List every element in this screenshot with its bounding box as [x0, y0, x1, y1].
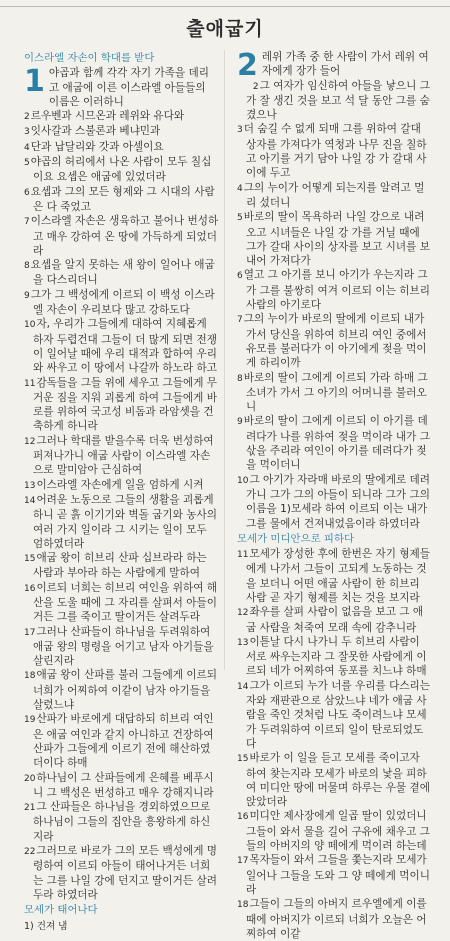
verse — [24, 155, 219, 185]
verse-number: 21 — [24, 803, 36, 814]
verse — [237, 751, 432, 809]
verse-text: 목자들이 와서 그들을 쫓는지라 모세가 일어나 그들을 도와 그 양 떼에게 먹이니라 — [246, 854, 430, 896]
verse-number: 4 — [24, 142, 30, 153]
verse — [24, 551, 219, 581]
verse-text: 그의 누이가 바로의 딸에게 이르되 내가 가서 당신을 위하여 히브리 여인 중에서 유모를 불러다가 이 아기에게 젖을 먹이게 하리이까 — [243, 313, 427, 370]
verse-number: 12 — [237, 608, 249, 619]
left-verses — [24, 66, 219, 902]
verse — [237, 547, 432, 605]
verse — [24, 214, 219, 258]
verse-number: 22 — [24, 847, 36, 858]
verse — [24, 124, 219, 139]
verse — [237, 679, 432, 751]
verse-number: 4 — [237, 183, 243, 194]
verse-number: 13 — [237, 637, 249, 648]
verse-number: 9 — [24, 290, 30, 301]
verse-number: 11 — [24, 378, 36, 389]
verse-text: 요셉과 그의 모든 형제와 그 시대의 사람은 다 죽었고 — [30, 185, 215, 213]
verse-text: 바로의 딸이 그에게 이르되 이 아기를 데려다가 나를 위하여 젖을 먹이라 내가 그 삯을 주리라 여인이 아기를 데려다가 젖을 먹이더니 — [243, 415, 430, 472]
verse-text: 바로의 딸이 목욕하러 나일 강으로 내려오고 시녀들은 나일 강 가를 거닐 때에 그가 갈대 사이의 상자를 보고 시녀를 보내어 가져다가 — [243, 211, 430, 268]
verse-number: 2 — [24, 112, 30, 123]
verse-text: 야곱과 함께 각각 자기 가족을 데리고 애굽에 이른 이스라엘 아들들의 이름은 이러하니 — [48, 67, 209, 108]
verse — [237, 473, 432, 531]
verse-text: 감독들을 그들 위에 세우고 그들에게 무거운 짐을 지워 괴롭게 하여 그들에게 바로를 위하여 국고성 비돔과 라암셋을 건축하게 하니라 — [33, 376, 218, 433]
verse-number: 6 — [237, 271, 243, 282]
verse — [24, 493, 219, 551]
verse — [24, 109, 219, 124]
verse-text: 이스라엘 자손은 생육하고 불어나 번성하고 매우 강하여 온 땅에 가득하게 되었더라 — [30, 215, 219, 257]
section-heading-1: 이스라엘 자손이 학대를 받다 — [24, 52, 155, 64]
verse — [24, 581, 219, 625]
verse-number: 18 — [237, 900, 249, 911]
verse-number: 10 — [237, 475, 249, 486]
right-verses-2 — [237, 547, 432, 941]
verse — [237, 181, 432, 211]
verse — [24, 844, 219, 902]
section-heading-3: 모세가 미디안으로 피하다 — [237, 532, 355, 545]
verse — [24, 478, 219, 493]
verse-number: 7 — [24, 217, 30, 228]
chapter-number: 1 — [24, 64, 45, 100]
section-heading-2: 모세가 태어나다 — [24, 904, 98, 917]
left-column — [24, 50, 219, 934]
verse — [237, 122, 432, 180]
verse-number: 20 — [24, 773, 36, 784]
verse-number: 5 — [24, 158, 30, 169]
verse-number: 10 — [24, 320, 36, 331]
verse-text: 그들이 그들의 아버지 르우엘에게 이를 때에 아버지가 이르되 너희가 오늘은 어찌하여 이같 — [246, 898, 427, 940]
verse — [24, 66, 219, 109]
verse-number: 19 — [24, 715, 36, 726]
footnote: 1) 건져 냄 — [24, 920, 68, 932]
verse — [24, 140, 219, 155]
verse-number: 14 — [24, 495, 36, 506]
verse-text: 단과 납달리와 갓과 아셀이요 — [30, 140, 164, 153]
page-title: 출애굽기 — [186, 18, 264, 40]
verse-text: 산파가 바로에게 대답하되 히브리 여인은 애굽 여인과 같지 아니하고 건장하여 산파가 그들에게 이르기 전에 해산하였더이다 하매 — [33, 713, 214, 770]
verse — [237, 312, 432, 370]
column-divider — [224, 50, 225, 670]
verse-text: 그러나 학대를 받을수록 더욱 번성하여 퍼져나가니 애굽 사람이 이스라엘 자손으로 말미암아 근심하여 — [33, 434, 214, 477]
verse-text: 그 아기가 자라매 바로의 딸에게로 데려가니 그가 그의 아들이 되니라 그가 그의 이름을 1)모세라 하여 이르되 이는 내가 그를 물에서 건져내었음이라 하였더라 — [246, 473, 431, 530]
verse — [237, 853, 432, 897]
verse — [24, 258, 219, 288]
verse — [237, 605, 432, 635]
verse-text: 열고 그 아기를 보니 아기가 우는지라 그가 그를 불쌍히 여겨 이르되 이는 히브리 사람의 아기로다 — [243, 269, 430, 312]
verse-number: 17 — [237, 856, 249, 867]
verse — [237, 210, 432, 268]
verse-text: 모세가 장성한 후에 한번은 자기 형제들에게 나가서 그들이 고되게 노동하는 것을 보더니 어떤 애굽 사람이 한 히브리 사람 곧 자기 형제를 치는 것을 보지라 — [246, 548, 431, 604]
verse-number: 16 — [24, 583, 36, 594]
verse — [237, 268, 432, 312]
top-rule — [0, 6, 450, 7]
right-column — [237, 50, 432, 941]
verse-number: 18 — [24, 671, 36, 682]
verse-number: 3 — [24, 127, 30, 138]
verse-number: 8 — [24, 261, 30, 272]
verse-text: 르우벤과 시므온과 레위와 유다와 — [30, 110, 185, 123]
verse — [237, 79, 432, 123]
verse — [24, 712, 219, 770]
verse-text: 어려운 노동으로 그들의 생활을 괴롭게 하니 곧 흙 이기기와 벽돌 굽기와 농사의 여러 가지 일이라 그 시키는 일이 모두 엄하였더라 — [33, 493, 217, 550]
verse-text: 그 산파들은 하나님을 경외하였으므로 하나님이 그들의 집안을 흥왕하게 하신지라 — [33, 801, 211, 843]
verse-number: 14 — [237, 681, 249, 692]
verse — [24, 668, 219, 712]
verse — [24, 771, 219, 801]
verse-number: 16 — [237, 812, 249, 823]
verse-text: 더 숨길 수 없게 되매 그를 위하여 갈대 상자를 가져다가 역청과 나무 진을 칠하고 아기를 거기 담아 나일 강 가 갈대 사이에 두고 — [243, 123, 427, 180]
verse — [237, 809, 432, 853]
verse — [24, 185, 219, 215]
verse-text: 야곱의 허리에서 나온 사람이 모두 칠십이요 요셉은 애굽에 있었더라 — [30, 156, 212, 184]
verse — [237, 48, 432, 83]
right-verses — [237, 50, 432, 531]
verse-number: 2 — [252, 81, 259, 92]
verse — [237, 897, 432, 941]
verse-text: 이스라엘 자손에게 일을 엄하게 시켜 — [36, 478, 204, 491]
verse-text: 바로의 딸이 그에게 이르되 가라 하매 그 소녀가 가서 그 아기의 어머니를 불러오니 — [243, 371, 428, 414]
verse-text: 자, 우리가 그들에게 대하여 지혜롭게 하자 두렵건대 그들이 더 많게 되면 전쟁이 일어날 때에 우리 대적과 합하여 우리와 싸우고 이 땅에서 나갈까 하노라 하고 — [33, 318, 217, 375]
verse-number: 8 — [237, 373, 243, 384]
verse-text: 애굽 왕이 산파를 불러 그들에게 이르되 너희가 어찌하여 이같이 남자 아기들을 살렸느냐 — [33, 669, 218, 712]
verse — [24, 376, 219, 434]
verse — [24, 625, 219, 669]
verse-text: 좌우를 살펴 사람이 없음을 보고 그 애굽 사람을 쳐죽여 모래 속에 감추니라 — [246, 606, 424, 634]
verse-text: 애굽 왕이 히브리 산파 십브라라 하는 사람과 부아라 하는 사람에게 말하여 — [33, 552, 207, 580]
verse-text: 그러나 산파들이 하나님을 두려워하여 애굽 왕의 명령을 어기고 남자 아기들을 살린지라 — [33, 625, 214, 668]
verse — [24, 434, 219, 478]
verse-number: 12 — [24, 436, 36, 447]
verse-text: 요셉을 알지 못하는 새 왕이 일어나 애굽을 다스리더니 — [30, 259, 215, 287]
verse-number: 9 — [237, 417, 243, 428]
verse-text: 미디안 제사장에게 일곱 딸이 있었더니 그들이 와서 물을 길어 구유에 채우고 그들의 아버지의 양 떼에게 먹이려 하는데 — [246, 810, 430, 853]
verse — [24, 800, 219, 844]
verse-number: 5 — [237, 213, 243, 224]
verse — [237, 635, 432, 679]
verse-text: 그러므로 바로가 그의 모든 백성에게 명령하여 이르되 아들이 태어나거든 너희는 그를 나일 강에 던지고 딸이거든 살려두라 하였더라 — [33, 845, 218, 901]
verse-number: 17 — [24, 627, 36, 638]
verse-text: 잇사갈과 스불론과 베냐민과 — [30, 125, 161, 138]
verse-text: 바로가 이 일을 듣고 모세를 죽이고자 하여 찾는지라 모세가 바로의 낯을 피하여 미디안 땅에 머물며 하루는 우물 곁에 앉았더라 — [246, 752, 430, 809]
verse-text: 그가 이르되 누가 너를 우리를 다스리는 자와 재판관으로 삼았느냐 네가 애굽 사람을 죽인 것처럼 나도 죽이려느냐 모세가 두려워하여 이르되 일이 탄로되었도다 — [246, 679, 431, 750]
verse-text: 그의 누이가 어떻게 되는지를 알려고 멀리 섰더니 — [243, 181, 425, 209]
verse-number: 6 — [24, 187, 30, 198]
verse-number: 11 — [237, 550, 249, 561]
verse — [237, 414, 432, 472]
verse-text: 그가 그 백성에게 이르되 이 백성 이스라엘 자손이 우리보다 많고 강하도다 — [30, 288, 215, 317]
verse — [24, 317, 219, 375]
verse-number: 15 — [237, 754, 249, 765]
chapter-number: 2 — [237, 48, 258, 83]
verse-text: 하나님이 그 산파들에게 은혜를 베푸시니 그 백성은 번성하고 매우 강해지니라 — [33, 771, 214, 799]
verse-number: 13 — [24, 480, 36, 491]
verse-text: 이르되 너희는 히브리 여인을 위하여 해산을 도울 때에 그 자리를 살펴서 아들이거든 그를 죽이고 딸이거든 살려두라 — [33, 581, 218, 624]
verse-number: 7 — [237, 315, 243, 326]
verse-number: 3 — [237, 125, 243, 136]
verse-text: 레위 가족 중 한 사람이 가서 레위 여자에게 장가 들어 — [261, 51, 429, 78]
verse — [24, 288, 219, 318]
verse — [237, 371, 432, 415]
verse-text: 이튿날 다시 나가니 두 히브리 사람이 서로 싸우는지라 그 잘못한 사람에게 이르되 네가 어찌하여 동포를 치느냐 하매 — [246, 635, 427, 678]
verse-text: 그 여자가 임신하여 아들을 낳으니 그가 잘 생긴 것을 보고 석 달 동안 그를 숨겼으나 — [246, 79, 430, 122]
verse-number: 15 — [24, 554, 36, 565]
